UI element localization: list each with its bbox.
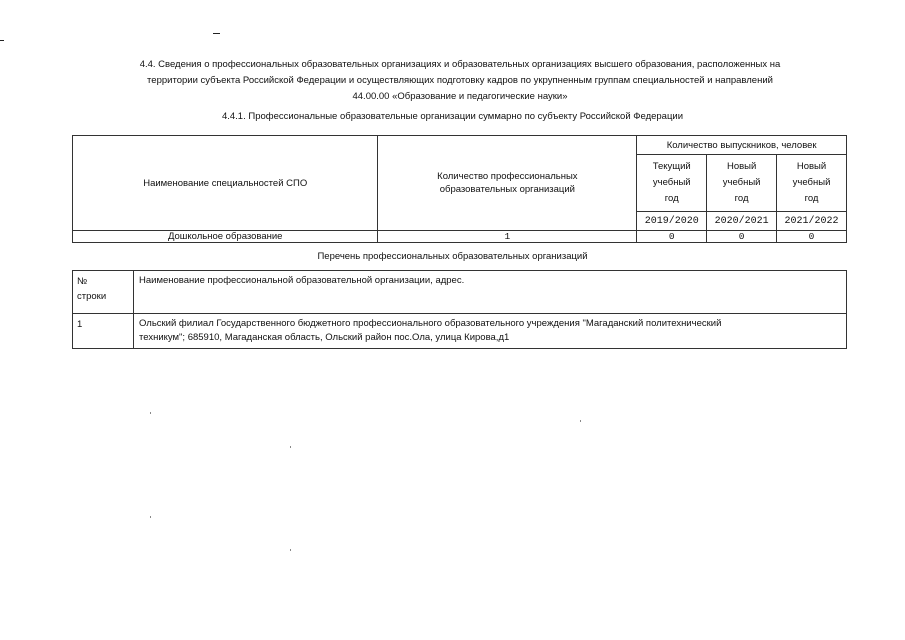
section-heading bbox=[60, 57, 860, 105]
scan-mark bbox=[213, 33, 220, 34]
org-count: 1 bbox=[378, 231, 637, 243]
table-row bbox=[73, 231, 847, 243]
scan-speck bbox=[150, 412, 151, 414]
summary-table bbox=[72, 135, 847, 243]
header-org-count-line-1: Количество профессиональных bbox=[437, 171, 578, 182]
header-org-count bbox=[378, 136, 637, 231]
year-label-line: учебный bbox=[652, 177, 691, 188]
graduates-value: 0 bbox=[637, 231, 707, 243]
row-number: 1 bbox=[73, 314, 134, 349]
year-label-line: год bbox=[804, 193, 819, 204]
scan-speck bbox=[580, 420, 581, 422]
specialty-name: Дошкольное образование bbox=[73, 231, 378, 243]
org-name-address bbox=[134, 314, 847, 349]
year-label-line: год bbox=[734, 193, 749, 204]
year-label-line: Новый bbox=[726, 161, 757, 172]
year-value: 2020/2021 bbox=[707, 212, 777, 231]
scan-speck bbox=[290, 549, 291, 551]
graduates-value: 0 bbox=[707, 231, 777, 243]
scan-mark bbox=[0, 40, 4, 41]
subsection-heading: 4.4.1. Профессиональные образовательные организации суммарно по субъекту Российской Федерации bbox=[221, 111, 684, 122]
year-value: 2021/2022 bbox=[777, 212, 847, 231]
header-year-new-2 bbox=[777, 155, 847, 212]
heading-line-1: 4.4. Сведения о профессиональных образовательных организациях и образовательных организациях высшего образования, расположенных на bbox=[139, 59, 781, 70]
table-row bbox=[73, 314, 847, 349]
header-org-name: Наименование профессиональной образовательной организации, адрес. bbox=[134, 271, 847, 314]
org-line-2: техникум"; 685910, Магаданская область, Ольский район пос.Ола, улица Кирова,д1 bbox=[139, 332, 510, 343]
header-row-number-line-1: № bbox=[77, 276, 88, 287]
header-row-number bbox=[73, 271, 134, 314]
header-specialty-name: Наименование специальностей СПО bbox=[73, 136, 378, 231]
org-line-1: Ольский филиал Государственного бюджетного профессионального образовательного учреждения "Магаданский политехнический bbox=[139, 318, 722, 329]
year-label-line: учебный bbox=[792, 177, 831, 188]
year-label-line: год bbox=[664, 193, 679, 204]
heading-line-3: 44.00.00 «Образование и педагогические науки» bbox=[352, 91, 568, 102]
header-year-new-1 bbox=[707, 155, 777, 212]
graduates-value: 0 bbox=[777, 231, 847, 243]
year-value: 2019/2020 bbox=[637, 212, 707, 231]
org-list-table bbox=[72, 270, 847, 349]
header-org-count-line-2: образовательных организаций bbox=[439, 184, 575, 195]
year-label-line: Новый bbox=[796, 161, 827, 172]
header-graduates: Количество выпускников, человек bbox=[637, 136, 847, 155]
header-row-number-line-2: строки bbox=[77, 291, 107, 302]
scan-speck bbox=[290, 446, 291, 448]
year-label-line: учебный bbox=[722, 177, 761, 188]
year-label-line: Текущий bbox=[652, 161, 691, 172]
org-list-title: Перечень профессиональных образовательных организаций bbox=[317, 251, 588, 262]
heading-line-2: территории субъекта Российской Федерации и осуществляющих подготовку кадров по укрупненным группам специальностей и направлений bbox=[147, 75, 773, 86]
header-year-current bbox=[637, 155, 707, 212]
scan-speck bbox=[150, 516, 151, 518]
